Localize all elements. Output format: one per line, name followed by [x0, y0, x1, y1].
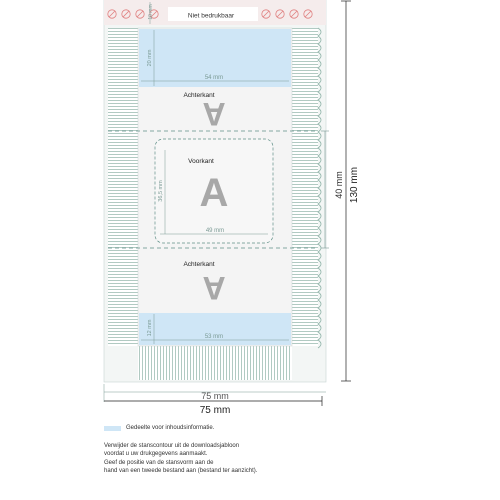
top-info-area — [139, 29, 291, 87]
note-line-1: Verwijder de stanscontour uit de downloadsjabloon — [104, 442, 240, 449]
notes-block — [104, 424, 404, 476]
info-area-swatch — [104, 426, 121, 431]
legend — [104, 424, 404, 433]
not-printable-label: Niet bedrukbaar — [187, 12, 235, 20]
note-line-2: voordat u uw drukgegevens aanmaakt. — [104, 451, 208, 458]
non-printable-strip — [104, 0, 326, 25]
front-letter: A — [199, 171, 229, 215]
window-width-label: 49 mm — [205, 228, 225, 234]
front-window — [155, 139, 273, 243]
note-line-3: Geef de positie van de stansvorm aan de — [104, 459, 214, 466]
bottom-info-height-label: 12 mm — [147, 319, 153, 337]
bottom-info-width-label: 53 mm — [204, 334, 224, 340]
total-width-label: 75 mm — [199, 405, 231, 416]
mirrored-letter-bottom: A — [202, 269, 226, 306]
legend-text: Gedeelte voor inhoudsinformatie. — [126, 425, 215, 431]
left-hatch-band — [108, 28, 138, 346]
mirrored-letter-top: A — [202, 95, 226, 132]
inner-width-label: 75 mm — [201, 391, 229, 401]
note-line-4: hand van een tweede bestand aan (bestand ter aanzicht). — [104, 468, 258, 475]
window-height-label: 36,5 mm — [158, 180, 164, 202]
top-strip-height-label: 10 mm — [148, 4, 154, 20]
total-height-label: 130 mm — [349, 166, 360, 204]
back-side-bottom-label: Achterkant — [183, 261, 215, 268]
right-hatch-band — [292, 28, 318, 346]
inner-height-label: 40 mm — [334, 171, 344, 199]
inner-width-dimension — [104, 384, 326, 402]
top-info-height-label: 20 mm — [147, 49, 153, 67]
top-info-width-label: 54 mm — [204, 75, 224, 81]
back-side-top-label: Achterkant — [183, 92, 215, 99]
bottom-hatch-band — [138, 346, 292, 380]
bottom-info-area — [139, 313, 291, 345]
front-side-label: Voorkant — [188, 158, 214, 165]
